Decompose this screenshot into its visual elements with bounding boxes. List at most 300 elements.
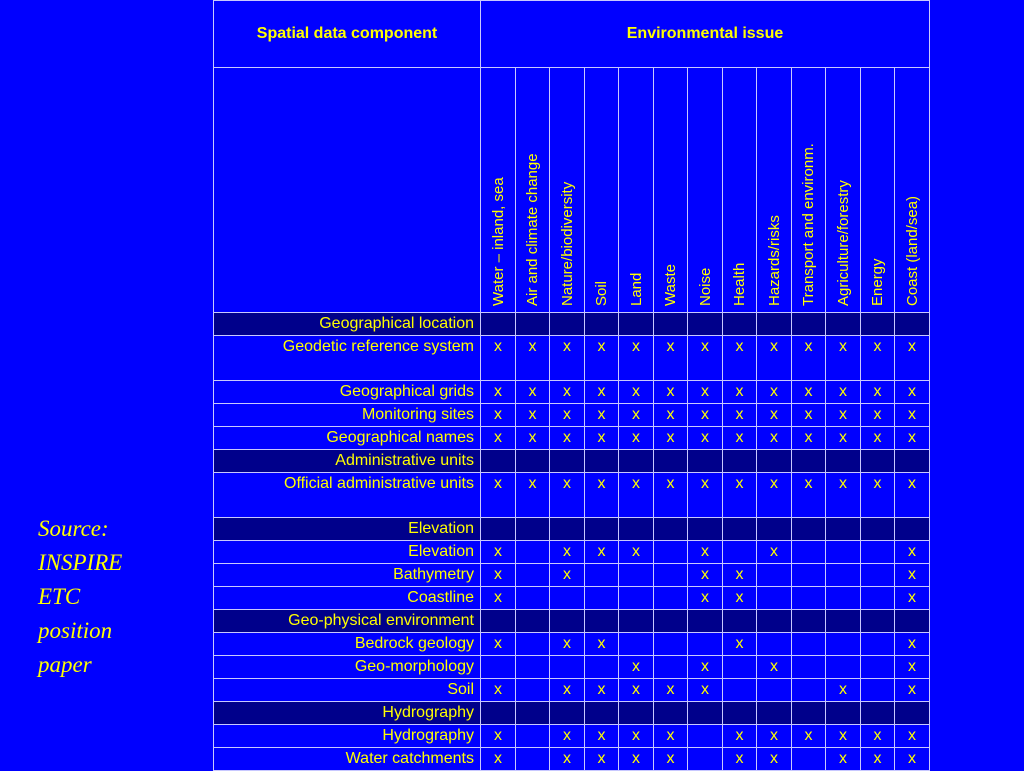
mark-cell: x <box>619 541 654 564</box>
mark-cell: x <box>792 725 826 748</box>
mark-cell <box>516 725 550 748</box>
mark-cell: x <box>757 725 792 748</box>
mark-cell: x <box>861 427 895 450</box>
table-row <box>214 633 930 656</box>
mark-cell <box>826 702 861 725</box>
mark-cell <box>757 610 792 633</box>
table-row <box>214 679 930 702</box>
mark-cell <box>861 633 895 656</box>
mark-cell: x <box>826 381 861 404</box>
mark-cell <box>619 633 654 656</box>
issue-header-cell <box>723 68 757 313</box>
mark-cell: x <box>654 381 688 404</box>
mark-cell: x <box>585 748 619 771</box>
mark-cell: x <box>688 336 723 381</box>
issue-label: Energy <box>869 258 886 306</box>
mark-cell <box>826 587 861 610</box>
mark-cell <box>516 656 550 679</box>
mark-cell <box>654 702 688 725</box>
mark-cell <box>792 633 826 656</box>
mark-cell: x <box>481 336 516 381</box>
mark-cell <box>688 450 723 473</box>
table-row <box>214 473 930 518</box>
component-label: Geodetic reference system <box>214 336 481 381</box>
mark-cell: x <box>654 404 688 427</box>
mark-cell: x <box>757 748 792 771</box>
mark-cell <box>688 748 723 771</box>
mark-cell: x <box>723 748 757 771</box>
mark-cell <box>792 313 826 336</box>
mark-cell: x <box>688 404 723 427</box>
mark-cell <box>654 587 688 610</box>
issue-header-cell <box>861 68 895 313</box>
mark-cell <box>585 656 619 679</box>
mark-cell <box>792 679 826 702</box>
mark-cell: x <box>619 473 654 518</box>
mark-cell <box>654 450 688 473</box>
mark-cell: x <box>688 587 723 610</box>
mark-cell: x <box>481 381 516 404</box>
mark-cell <box>619 587 654 610</box>
mark-cell <box>826 656 861 679</box>
issue-label: Noise <box>696 267 714 306</box>
mark-cell <box>654 541 688 564</box>
mark-cell <box>723 702 757 725</box>
issue-header-cell <box>792 68 826 313</box>
mark-cell <box>723 313 757 336</box>
mark-cell: x <box>619 381 654 404</box>
table-row <box>214 336 930 381</box>
mark-cell <box>757 633 792 656</box>
issue-header-cell <box>895 68 930 313</box>
mark-cell <box>895 313 930 336</box>
mark-cell <box>550 313 585 336</box>
issue-header-cell <box>619 68 654 313</box>
mark-cell <box>688 518 723 541</box>
mark-cell <box>585 702 619 725</box>
mark-cell <box>481 702 516 725</box>
mark-cell: x <box>688 679 723 702</box>
mark-cell <box>585 587 619 610</box>
mark-cell <box>895 610 930 633</box>
issue-header-cell <box>654 68 688 313</box>
mark-cell: x <box>826 679 861 702</box>
mark-cell: x <box>619 656 654 679</box>
mark-cell: x <box>481 587 516 610</box>
mark-cell: x <box>481 748 516 771</box>
mark-cell: x <box>654 473 688 518</box>
issue-label: Soil <box>593 280 610 306</box>
mark-cell: x <box>895 725 930 748</box>
mark-cell <box>723 610 757 633</box>
header-row <box>214 1 930 68</box>
mark-cell <box>516 633 550 656</box>
mark-cell <box>688 702 723 725</box>
issue-label: Waste <box>662 264 679 306</box>
table-row <box>214 564 930 587</box>
mark-cell <box>516 679 550 702</box>
section-row <box>214 610 930 633</box>
issue-label: Agriculture/forestry <box>834 180 852 306</box>
mark-cell <box>757 587 792 610</box>
mark-cell: x <box>861 725 895 748</box>
mark-cell <box>895 450 930 473</box>
mark-cell: x <box>619 748 654 771</box>
mark-cell: x <box>895 427 930 450</box>
mark-cell <box>688 633 723 656</box>
mark-cell <box>895 518 930 541</box>
mark-cell: x <box>481 427 516 450</box>
source-line: paper <box>38 652 92 677</box>
component-label: Elevation <box>214 541 481 564</box>
mark-cell: x <box>895 541 930 564</box>
mark-cell <box>757 313 792 336</box>
mark-cell <box>861 656 895 679</box>
mark-cell <box>585 313 619 336</box>
mark-cell <box>792 541 826 564</box>
mark-cell <box>757 450 792 473</box>
mark-cell: x <box>826 473 861 518</box>
issue-label: Hazards/risks <box>765 215 783 306</box>
mark-cell: x <box>619 725 654 748</box>
mark-cell <box>516 313 550 336</box>
mark-cell <box>723 518 757 541</box>
mark-cell: x <box>723 473 757 518</box>
issue-header-cell <box>585 68 619 313</box>
issue-header-cell <box>550 68 585 313</box>
mark-cell <box>550 610 585 633</box>
mark-cell: x <box>861 748 895 771</box>
mark-cell <box>723 656 757 679</box>
section-row <box>214 313 930 336</box>
mark-cell <box>757 679 792 702</box>
mark-cell <box>585 564 619 587</box>
mark-cell: x <box>723 587 757 610</box>
issue-header-cell <box>757 68 792 313</box>
mark-cell <box>688 610 723 633</box>
mark-cell <box>516 702 550 725</box>
mark-cell <box>516 610 550 633</box>
mark-cell: x <box>550 427 585 450</box>
mark-cell <box>826 633 861 656</box>
component-label: Bedrock geology <box>214 633 481 656</box>
mark-cell <box>654 656 688 679</box>
mark-cell <box>861 518 895 541</box>
mark-cell <box>826 313 861 336</box>
mark-cell: x <box>688 381 723 404</box>
source-line: Source: <box>38 516 109 541</box>
section-label: Geo-physical environment <box>214 610 481 633</box>
mark-cell: x <box>550 633 585 656</box>
mark-cell <box>688 313 723 336</box>
mark-cell: x <box>895 381 930 404</box>
mark-cell: x <box>654 679 688 702</box>
issue-header-cell <box>826 68 861 313</box>
environmental-issue-header: Environmental issue <box>481 1 930 68</box>
mark-cell <box>792 748 826 771</box>
mark-cell <box>654 564 688 587</box>
mark-cell: x <box>516 381 550 404</box>
mark-cell: x <box>550 748 585 771</box>
mark-cell: x <box>688 473 723 518</box>
mark-cell <box>757 518 792 541</box>
mark-cell <box>757 564 792 587</box>
mark-cell: x <box>757 656 792 679</box>
table-row <box>214 427 930 450</box>
mark-cell <box>826 450 861 473</box>
issue-label: Nature/biodiversity <box>558 181 576 306</box>
section-row <box>214 702 930 725</box>
mark-cell: x <box>481 725 516 748</box>
mark-cell: x <box>757 381 792 404</box>
mark-cell <box>654 610 688 633</box>
mark-cell <box>826 541 861 564</box>
source-line: ETC <box>38 584 81 609</box>
mark-cell: x <box>792 404 826 427</box>
mark-cell <box>861 702 895 725</box>
mark-cell <box>516 587 550 610</box>
component-label: Hydrography <box>214 725 481 748</box>
mark-cell <box>861 450 895 473</box>
mark-cell <box>792 656 826 679</box>
mark-cell: x <box>481 404 516 427</box>
mark-cell <box>516 450 550 473</box>
mark-cell: x <box>826 404 861 427</box>
mark-cell <box>826 564 861 587</box>
mark-cell: x <box>826 725 861 748</box>
mark-cell: x <box>481 564 516 587</box>
mark-cell <box>861 313 895 336</box>
component-label: Monitoring sites <box>214 404 481 427</box>
mark-cell <box>619 564 654 587</box>
mark-cell: x <box>550 381 585 404</box>
mark-cell: x <box>826 427 861 450</box>
mark-cell: x <box>895 633 930 656</box>
mark-cell <box>654 313 688 336</box>
mark-cell <box>861 564 895 587</box>
mark-cell <box>654 518 688 541</box>
source-note <box>38 512 168 682</box>
section-row <box>214 450 930 473</box>
component-label: Coastline <box>214 587 481 610</box>
mark-cell: x <box>861 473 895 518</box>
mark-cell <box>516 541 550 564</box>
mark-cell <box>619 450 654 473</box>
mark-cell <box>550 518 585 541</box>
mark-cell: x <box>757 427 792 450</box>
component-label: Geo-morphology <box>214 656 481 679</box>
mark-cell: x <box>861 381 895 404</box>
mark-cell: x <box>585 404 619 427</box>
mark-cell <box>550 450 585 473</box>
mark-cell: x <box>516 473 550 518</box>
issue-label: Transport and environm. <box>800 143 817 306</box>
mark-cell: x <box>688 541 723 564</box>
issue-label: Health <box>731 262 748 306</box>
mark-cell <box>516 518 550 541</box>
issue-header-cell <box>688 68 723 313</box>
mark-cell: x <box>550 336 585 381</box>
table-row <box>214 587 930 610</box>
mark-cell: x <box>585 541 619 564</box>
mark-cell: x <box>654 725 688 748</box>
mark-cell: x <box>792 336 826 381</box>
mark-cell: x <box>861 336 895 381</box>
component-label: Official administrative units <box>214 473 481 518</box>
mark-cell: x <box>688 564 723 587</box>
mark-cell: x <box>654 336 688 381</box>
mark-cell: x <box>861 404 895 427</box>
issue-header-cell <box>481 68 516 313</box>
mark-cell: x <box>723 336 757 381</box>
section-label: Hydrography <box>214 702 481 725</box>
mark-cell: x <box>895 473 930 518</box>
mark-cell: x <box>585 336 619 381</box>
mark-cell <box>481 313 516 336</box>
component-label: Geographical names <box>214 427 481 450</box>
mark-cell <box>654 633 688 656</box>
mark-cell: x <box>723 564 757 587</box>
mark-cell: x <box>481 679 516 702</box>
spatial-component-header: Spatial data component <box>214 1 481 68</box>
mark-cell <box>481 656 516 679</box>
mark-cell: x <box>792 473 826 518</box>
mark-cell <box>481 610 516 633</box>
mark-cell <box>792 518 826 541</box>
mark-cell <box>481 518 516 541</box>
issue-label: Land <box>627 272 645 306</box>
mark-cell: x <box>723 633 757 656</box>
source-line: position <box>38 618 113 643</box>
mark-cell <box>516 564 550 587</box>
mark-cell: x <box>723 381 757 404</box>
mark-cell: x <box>619 404 654 427</box>
mark-cell: x <box>723 725 757 748</box>
mark-cell <box>723 450 757 473</box>
mark-cell <box>792 564 826 587</box>
table-row <box>214 725 930 748</box>
mark-cell: x <box>585 427 619 450</box>
mark-cell: x <box>895 564 930 587</box>
mark-cell: x <box>688 656 723 679</box>
source-line: INSPIRE <box>38 550 123 575</box>
section-label: Administrative units <box>214 450 481 473</box>
mark-cell: x <box>792 381 826 404</box>
mark-cell <box>481 450 516 473</box>
mark-cell <box>619 702 654 725</box>
mark-cell <box>826 610 861 633</box>
mark-cell: x <box>688 427 723 450</box>
mark-cell: x <box>585 473 619 518</box>
component-label: Water catchments <box>214 748 481 771</box>
mark-cell: x <box>481 633 516 656</box>
mark-cell <box>723 679 757 702</box>
mark-cell: x <box>792 427 826 450</box>
mark-cell: x <box>723 427 757 450</box>
mark-cell: x <box>757 473 792 518</box>
mark-cell: x <box>757 541 792 564</box>
mark-cell: x <box>550 473 585 518</box>
table-row <box>214 404 930 427</box>
mark-cell <box>861 541 895 564</box>
mark-cell: x <box>550 725 585 748</box>
blank-header-cell <box>214 68 481 313</box>
mark-cell: x <box>550 679 585 702</box>
mark-cell: x <box>895 404 930 427</box>
component-label: Geographical grids <box>214 381 481 404</box>
mark-cell: x <box>550 564 585 587</box>
mark-cell <box>516 748 550 771</box>
mark-cell <box>723 541 757 564</box>
mark-cell <box>792 587 826 610</box>
mark-cell: x <box>585 679 619 702</box>
mark-cell: x <box>757 404 792 427</box>
mark-cell <box>619 610 654 633</box>
mark-cell <box>792 450 826 473</box>
mark-cell: x <box>654 748 688 771</box>
component-label: Bathymetry <box>214 564 481 587</box>
table-row <box>214 748 930 771</box>
table-row <box>214 541 930 564</box>
mark-cell <box>550 702 585 725</box>
issue-header-row <box>214 68 930 313</box>
mark-cell <box>585 450 619 473</box>
mark-cell: x <box>550 404 585 427</box>
mark-cell <box>792 702 826 725</box>
mark-cell <box>826 518 861 541</box>
mark-cell: x <box>585 725 619 748</box>
mark-cell: x <box>619 336 654 381</box>
mark-cell: x <box>619 679 654 702</box>
mark-cell: x <box>895 656 930 679</box>
mark-cell: x <box>895 587 930 610</box>
mark-cell <box>619 518 654 541</box>
mark-cell <box>585 610 619 633</box>
mark-cell <box>861 587 895 610</box>
mark-cell <box>757 702 792 725</box>
mark-cell: x <box>516 404 550 427</box>
mark-cell: x <box>895 748 930 771</box>
mark-cell: x <box>585 381 619 404</box>
issue-label: Air and climate change <box>524 153 541 306</box>
mark-cell <box>585 518 619 541</box>
mark-cell: x <box>550 541 585 564</box>
issue-label: Water – inland, sea <box>489 177 507 306</box>
mark-cell: x <box>619 427 654 450</box>
mark-cell <box>550 587 585 610</box>
mark-cell <box>861 679 895 702</box>
spatial-environment-matrix <box>213 0 930 771</box>
mark-cell: x <box>654 427 688 450</box>
mark-cell: x <box>481 473 516 518</box>
mark-cell <box>688 725 723 748</box>
mark-cell: x <box>895 336 930 381</box>
table-row <box>214 656 930 679</box>
mark-cell <box>792 610 826 633</box>
mark-cell: x <box>757 336 792 381</box>
mark-cell: x <box>826 748 861 771</box>
mark-cell <box>619 313 654 336</box>
mark-cell: x <box>895 679 930 702</box>
mark-cell: x <box>723 404 757 427</box>
table-row <box>214 381 930 404</box>
issue-header-cell <box>516 68 550 313</box>
issue-label: Coast (land/sea) <box>903 195 921 306</box>
mark-cell <box>861 610 895 633</box>
mark-cell: x <box>516 427 550 450</box>
mark-cell: x <box>516 336 550 381</box>
section-label: Elevation <box>214 518 481 541</box>
